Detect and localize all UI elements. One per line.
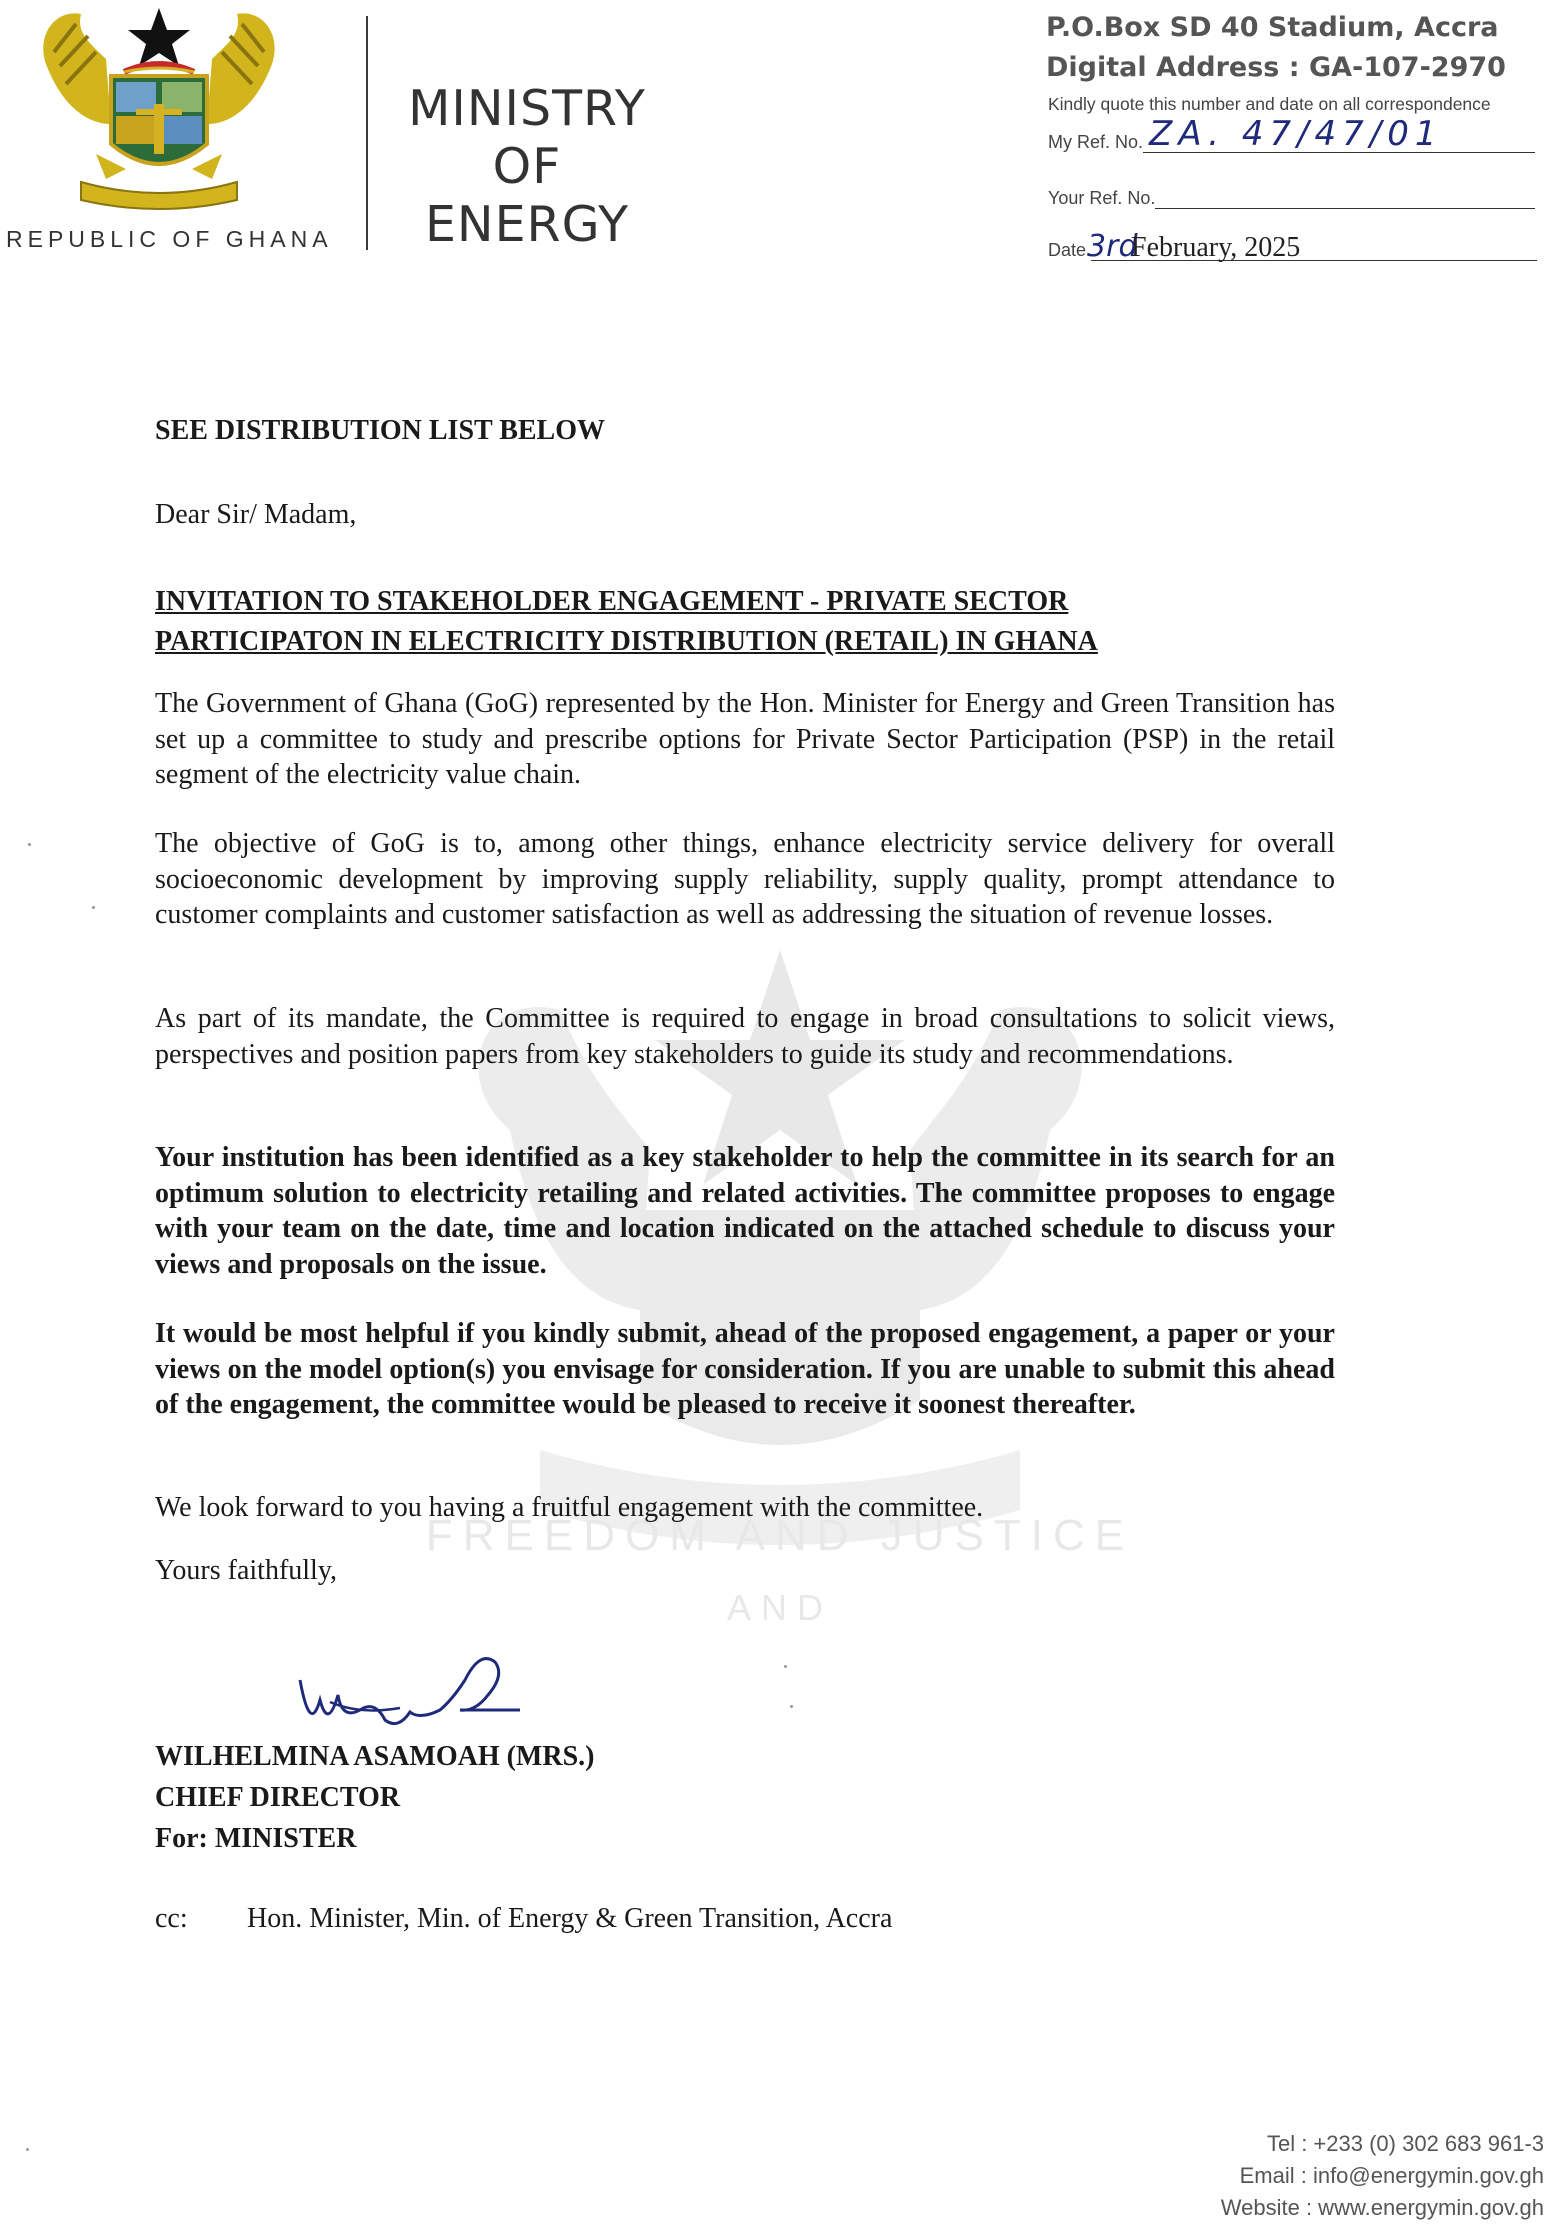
- paragraph-4: Your institution has been identified as a key stakeholder to help the committee in its search for an optimum solution to electricity retailing and related activities. The committee proposes to engage with your team on the date, time and location indicated on the attached schedule to discuss your views and proposals on the issue.: [155, 1142, 1335, 1280]
- scan-speck: [784, 1665, 787, 1668]
- signatory-title: CHIEF DIRECTOR: [155, 1782, 401, 1813]
- watermark-and: AND: [726, 1587, 834, 1628]
- footer-website: Website : www.energymin.gov.gh: [1220, 2195, 1544, 2220]
- signatory-name: WILHELMINA ASAMOAH (MRS.): [155, 1741, 595, 1772]
- your-ref-line: [1155, 184, 1535, 209]
- ghana-coat-of-arms-icon: [36, 4, 282, 218]
- signature-block: [155, 1736, 594, 1859]
- paragraph-6: We look forward to you having a fruitful engagement with the committee.: [155, 1492, 984, 1523]
- cc-line: [155, 1903, 893, 1935]
- signatory-for: For: MINISTER: [155, 1823, 357, 1854]
- scan-speck: [26, 2148, 29, 2151]
- ministry-line-2: OF: [492, 138, 562, 195]
- my-ref-row: [1048, 114, 1535, 154]
- paragraph-5: It would be most helpful if you kindly submit, ahead of the proposed engagement, a paper or your views on the model option(s) you envisage for consideration. If you are unable to submit this ahead of the engagement, the committee would be pleased to receive it soonest thereafter.: [155, 1318, 1335, 1420]
- cc-recipient: Hon. Minister, Min. of Energy & Green Transition, Accra: [247, 1903, 893, 1934]
- distribution-heading: SEE DISTRIBUTION LIST BELOW: [155, 415, 605, 446]
- quote-note: Kindly quote this number and date on all correspondence: [1048, 94, 1491, 114]
- footer-email: Email : info@energymin.gov.gh: [1239, 2163, 1544, 2188]
- date-row: [1048, 229, 1537, 264]
- contact-footer: [1221, 2128, 1544, 2224]
- your-ref-row: [1048, 184, 1535, 209]
- date-line: [1087, 229, 1537, 264]
- subject-heading: [155, 582, 1335, 662]
- ministry-name: [372, 80, 682, 254]
- my-ref-label: My Ref. No.: [1048, 132, 1144, 152]
- digital-address: Digital Address : GA-107-2970: [1046, 52, 1506, 83]
- date-label: Date.: [1048, 240, 1092, 260]
- watermark-motto: FREEDOM AND JUSTICE: [425, 1511, 1135, 1560]
- handwritten-signature: [290, 1640, 520, 1750]
- footer-tel: Tel : +233 (0) 302 683 961-3: [1266, 2131, 1544, 2156]
- ministry-line-3: ENERGY: [424, 196, 630, 253]
- subject-line-1: INVITATION TO STAKEHOLDER ENGAGEMENT - PRIVATE SECTOR: [155, 586, 1069, 617]
- closing: Yours faithfully,: [155, 1555, 338, 1586]
- scan-speck: [92, 906, 95, 909]
- paragraph-3: As part of its mandate, the Committee is required to engage in broad consultations to solicit views, perspectives and position papers from key stakeholders to guide its study and recommendations.: [155, 1003, 1335, 1070]
- date-day: 3rd: [1087, 229, 1138, 264]
- your-ref-label: Your Ref. No.: [1048, 188, 1156, 208]
- subject-line-2: PARTICIPATON IN ELECTRICITY DISTRIBUTION (RETAIL) IN GHANA: [155, 626, 1098, 657]
- my-ref-value: ZA. 47/47/01: [1149, 114, 1443, 154]
- header-divider: [366, 16, 368, 250]
- scan-speck: [790, 1705, 793, 1708]
- address-line-1: P.O.Box SD 40 Stadium, Accra: [1046, 12, 1499, 43]
- date-value: February, 2025: [1131, 232, 1301, 263]
- my-ref-line: [1143, 114, 1535, 154]
- paragraph-1: The Government of Ghana (GoG) represented by the Hon. Minister for Energy and Green Transition has set up a committee to study and prescribe options for Private Sector Participation (PSP) in the retail segment of the electricity value chain.: [155, 688, 1335, 790]
- country-name: REPUBLIC OF GHANA: [6, 226, 333, 252]
- postal-address: [1046, 8, 1506, 88]
- scan-speck: [28, 843, 31, 846]
- salutation: Dear Sir/ Madam,: [155, 499, 357, 530]
- cc-label: cc:: [155, 1903, 188, 1934]
- paragraph-2: The objective of GoG is to, among other things, enhance electricity service delivery for overall socioeconomic development by improving supply reliability, supply quality, prompt attendance to customer complaints and customer satisfaction as well as addressing the situation of revenue losses.: [155, 828, 1335, 930]
- ministry-line-1: MINISTRY: [408, 80, 646, 137]
